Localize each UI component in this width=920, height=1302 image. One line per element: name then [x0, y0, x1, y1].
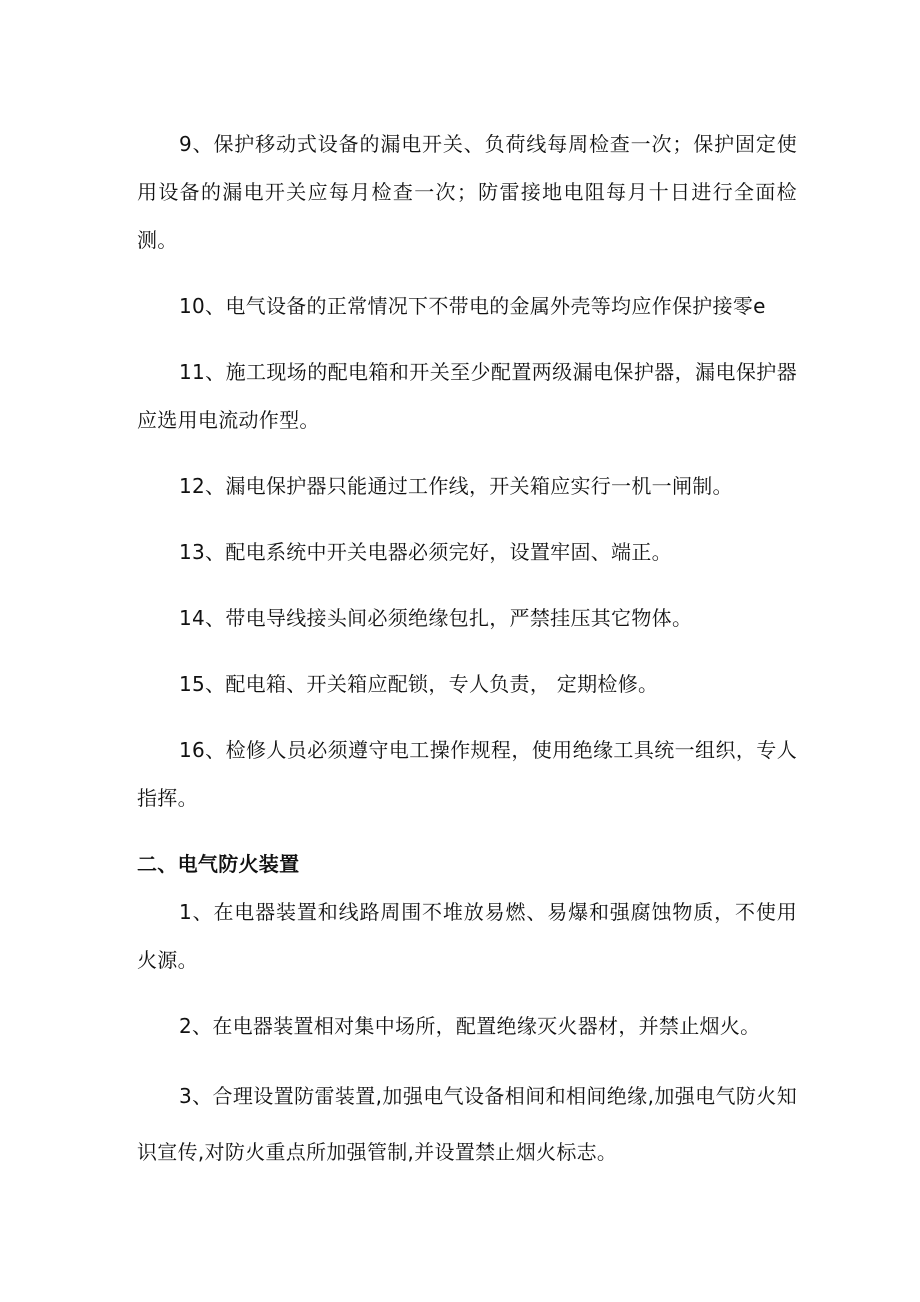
paragraph-item-11: 11、施工现场的配电箱和开关至少配置两级漏电保护器，漏电保护器应选用电流动作型。 [137, 360, 797, 432]
document-body [137, 120, 797, 1198]
paragraph-item-13: 13、配电系统中开关电器必须完好，设置牢固、端正。 [179, 540, 672, 564]
paragraph-item-16: 16、检修人员必须遵守电工操作规程，使用绝缘工具统一组织，专人指挥。 [137, 738, 797, 810]
paragraph-item-10: 10、电气设备的正常情况下不带电的金属外壳等均应作保护接零e [179, 294, 766, 318]
section-heading-electrical-fire-protection: 二、电气防火装置 [137, 852, 300, 876]
paragraph-item-12: 12、漏电保护器只能通过工作线，开关箱应实行一机一闸制。 [179, 474, 733, 498]
paragraph-item-9: 9、保护移动式设备的漏电开关、负荷线每周检查一次；保护固定使用设备的漏电开关应每月检查一次；防雷接地电阻每月十日进行全面检测。 [137, 132, 797, 252]
paragraph-item-14: 14、带电导线接头间必须绝缘包扎，严禁挂压其它物体。 [179, 606, 693, 630]
paragraph-item-15: 15、配电箱、开关箱应配锁，专人负责， 定期检修。 [179, 672, 659, 696]
fire-item-2: 2、在电器装置相对集中场所，配置绝缘灭火器材，并禁止烟火。 [179, 1014, 761, 1038]
fire-item-3: 3、合理设置防雷装置,加强电气设备相间和相间绝缘,加强电气防火知识宣传,对防火重点所加强管制,并设置禁止烟火标志。 [137, 1084, 797, 1164]
fire-item-1: 1、在电器装置和线路周围不堆放易燃、易爆和强腐蚀物质，不使用火源。 [137, 900, 797, 972]
